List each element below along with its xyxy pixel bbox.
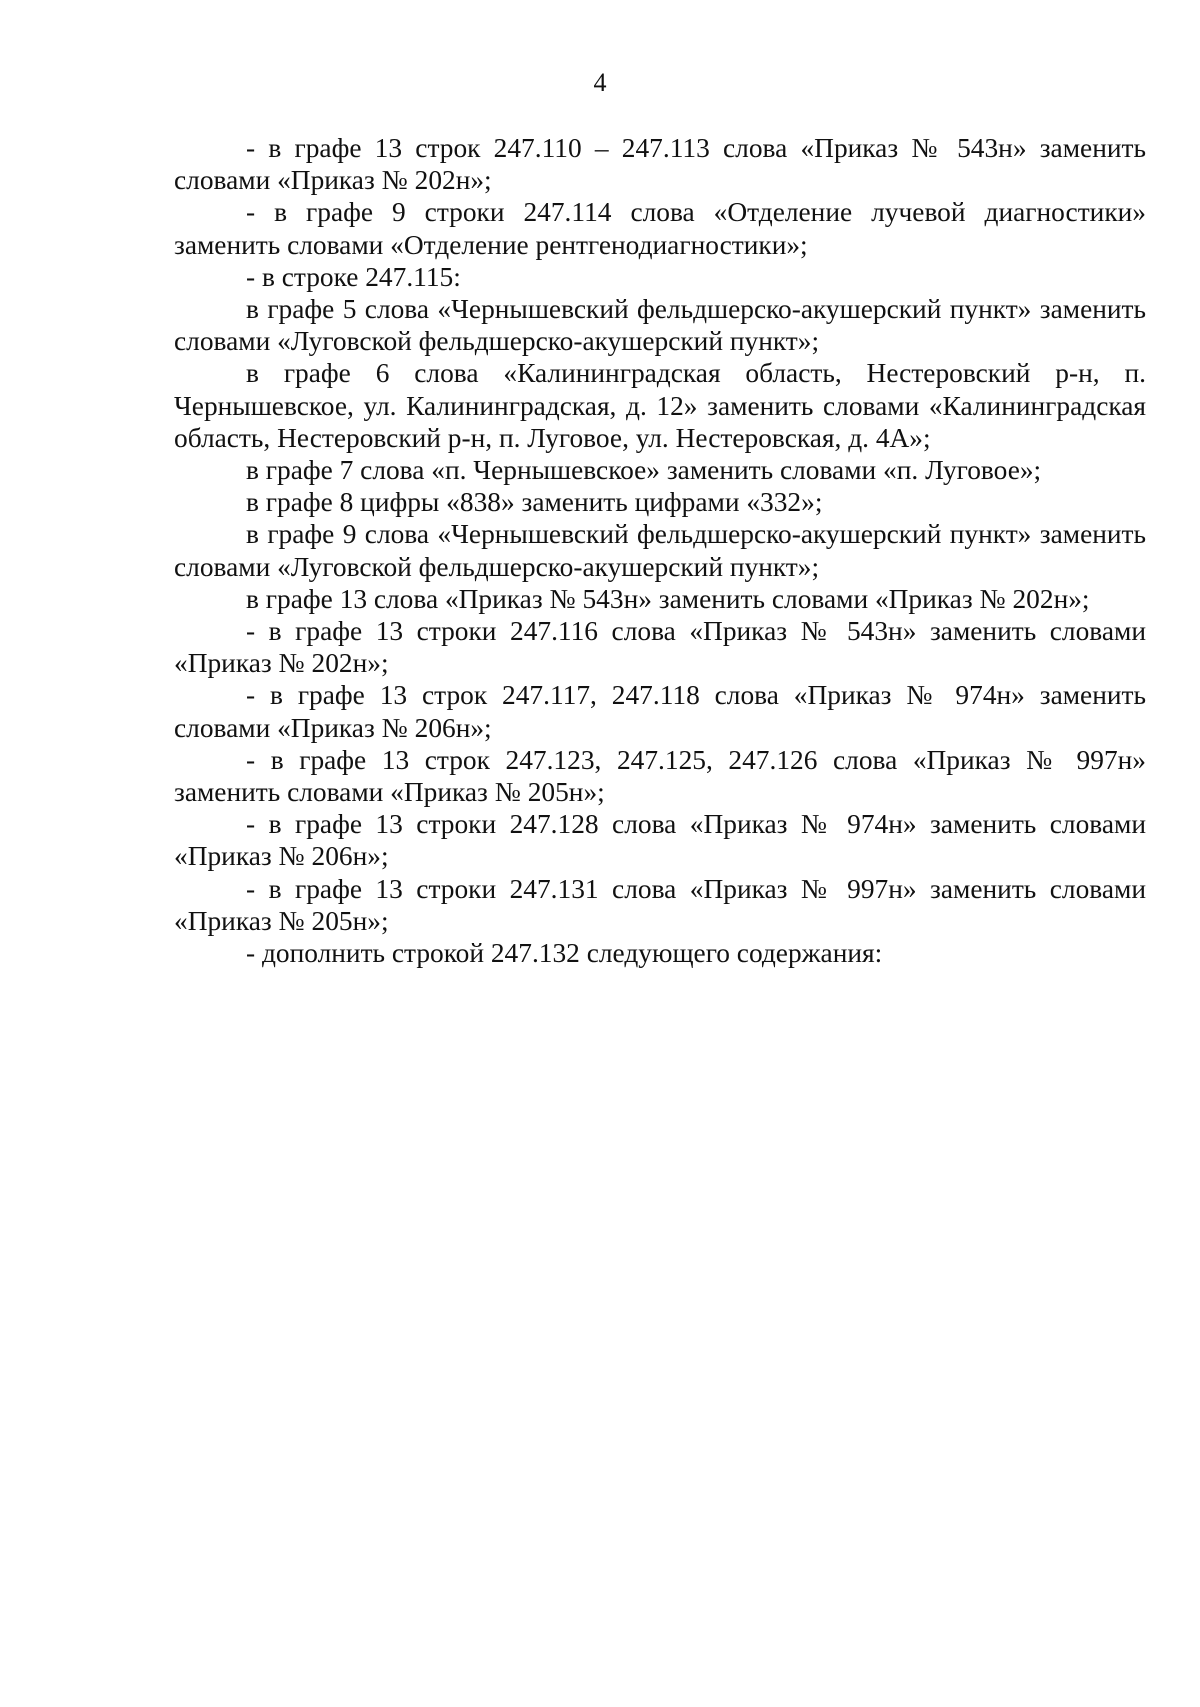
paragraph-item-4: в графе 5 слова «Чернышевский фельдшерско-акушерский пункт» заменить словами «Луговской фельдшерско-акушерский пункт»;: [174, 294, 1146, 357]
paragraph-item-13: - в графе 13 строки 247.128 слова «Приказ № 974н» заменить словами «Приказ № 206н»;: [174, 809, 1146, 872]
paragraph-item-9: в графе 13 слова «Приказ № 543н» заменить словами «Приказ № 202н»;: [246, 583, 1090, 614]
paragraph-item-2: - в графе 9 строки 247.114 слова «Отделение лучевой диагностики» заменить словами «Отделение рентгенодиагностики»;: [174, 197, 1146, 260]
paragraph-item-1: - в графе 13 строк 247.110 – 247.113 слова «Приказ № 543н» заменить словами «Приказ № 202н»;: [174, 133, 1146, 196]
paragraph-item-8: в графе 9 слова «Чернышевский фельдшерско-акушерский пункт» заменить словами «Луговской фельдшерско-акушерский пункт»;: [174, 519, 1146, 582]
paragraph-item-3: - в строке 247.115:: [246, 261, 461, 292]
paragraph-item-15: - дополнить строкой 247.132 следующего содержания:: [246, 938, 883, 969]
paragraph-item-12: - в графе 13 строк 247.123, 247.125, 247.126 слова «Приказ № 997н» заменить словами «Приказ № 205н»;: [174, 744, 1146, 808]
paragraph-item-14: - в графе 13 строки 247.131 слова «Приказ № 997н» заменить словами «Приказ № 205н»;: [174, 873, 1146, 936]
document-body: [174, 132, 1146, 969]
paragraph-item-11: - в графе 13 строк 247.117, 247.118 слова «Приказ № 974н» заменить словами «Приказ № 206н»;: [174, 680, 1146, 743]
paragraph-item-7: в графе 8 цифры «838» заменить цифрами «332»;: [246, 487, 823, 518]
page-number: 4: [593, 68, 607, 97]
paragraph-item-6: в графе 7 слова «п. Чернышевское» заменить словами «п. Луговое»;: [246, 455, 1042, 486]
paragraph-item-10: - в графе 13 строки 247.116 слова «Приказ № 543н» заменить словами «Приказ № 202н»;: [174, 616, 1146, 679]
paragraph-item-5: в графе 6 слова «Калининградская область, Нестеровский р-н, п. Чернышевское, ул. Калининградская, д. 12» заменить словами «Калининградская область, Нестеровский р-н, п. Луговое, ул. Нестеровская, д. 4А»;: [174, 358, 1146, 453]
